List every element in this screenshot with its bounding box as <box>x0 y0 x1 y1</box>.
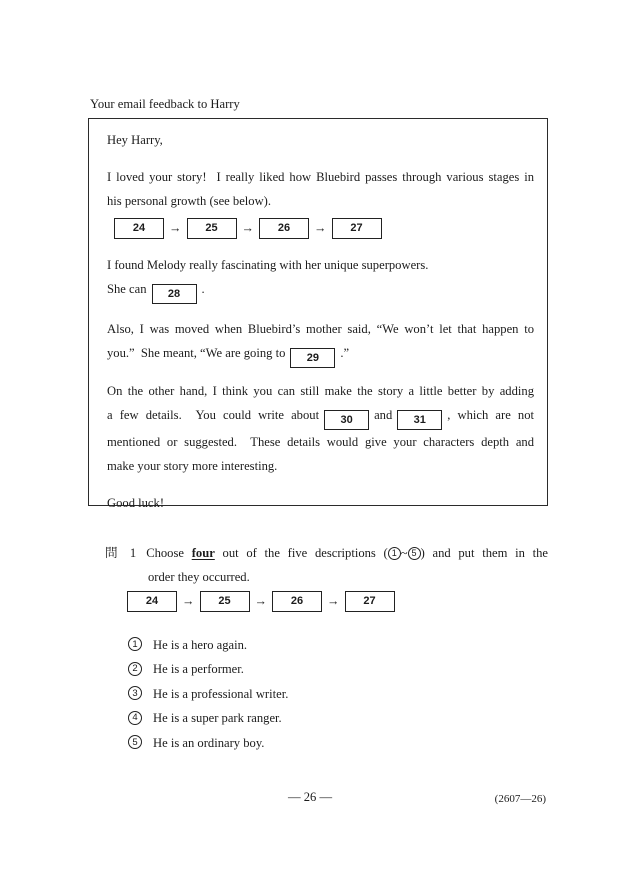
choice-text: He is a performer. <box>153 662 244 677</box>
choice-row-4 <box>128 707 548 732</box>
instruction-post: ) and put them in the <box>420 546 549 560</box>
instruction-tilde: ~ <box>400 546 408 560</box>
arrow-right-icon: → <box>327 593 340 608</box>
choice-text: He is a hero again. <box>153 637 248 652</box>
question-1-instruction-line2: order they occurred. <box>148 570 250 584</box>
arrow-right-icon: → <box>254 593 267 608</box>
page-title: Your email feedback to Harry <box>90 97 240 111</box>
arrow-right-icon: → <box>169 220 182 235</box>
email-paragraph4-line4: make your story more interesting. <box>107 459 278 473</box>
answer-box-28: 28 <box>152 284 197 304</box>
choice-row-1 <box>128 633 548 658</box>
question-1-label: 問 1 <box>105 546 137 560</box>
circled-number-1-icon: 1 <box>388 547 401 560</box>
email-paragraph2-line2 <box>107 277 534 304</box>
instruction-four-emphasis: four <box>191 546 215 560</box>
choice-list <box>128 633 548 756</box>
question-answer-sequence <box>127 589 548 613</box>
answer-box-26: 26 <box>259 218 309 239</box>
circled-number-5-icon: 5 <box>408 547 421 560</box>
arrow-right-icon: → <box>241 220 254 235</box>
answer-box-31: 31 <box>397 410 442 430</box>
text-after-blank-31: , which are not <box>447 408 534 422</box>
email-greeting: Hey Harry, <box>107 133 163 147</box>
answer-box-30: 30 <box>324 410 369 430</box>
document-code: (2607—26) <box>494 793 546 805</box>
answer-box-24: 24 <box>127 591 177 612</box>
instruction-pre: Choose <box>146 546 192 560</box>
choice-row-3 <box>128 682 548 707</box>
circled-number-1-icon: 1 <box>128 637 142 651</box>
text-before-blank-30: a few details. You could write about <box>107 408 320 422</box>
text-before-blank-29: you.” She meant, “We are going to <box>107 346 286 360</box>
answer-box-29: 29 <box>290 348 335 368</box>
circled-number-2-icon: 2 <box>128 662 142 676</box>
arrow-right-icon: → <box>314 220 327 235</box>
question-1-section <box>105 541 548 756</box>
email-paragraph1-line1: I loved your story! I really liked how Bluebird passes through various stages in <box>107 170 534 184</box>
choice-row-2 <box>128 658 548 683</box>
growth-stage-sequence <box>114 216 534 240</box>
choice-text: He is a super park ranger. <box>153 711 282 726</box>
text-after-blank-28: . <box>201 282 205 296</box>
answer-box-25: 25 <box>187 218 237 239</box>
instruction-mid: out of the five descriptions ( <box>214 546 388 560</box>
text-before-blank-28: She can <box>107 282 147 296</box>
email-paragraph4-line3: mentioned or suggested. These details would give your characters depth and <box>107 435 534 449</box>
answer-box-25: 25 <box>200 591 250 612</box>
email-paragraph4-line1: On the other hand, I think you can still make the story a little better by adding <box>107 384 534 398</box>
circled-number-5-icon: 5 <box>128 735 142 749</box>
arrow-right-icon: → <box>182 593 195 608</box>
answer-box-24: 24 <box>114 218 164 239</box>
text-between-blanks: and <box>374 408 393 422</box>
question-1-instruction-line1 <box>105 541 548 565</box>
email-paragraph3-line1: Also, I was moved when Bluebird’s mother said, “We won’t let that happen to <box>107 322 534 336</box>
circled-number-4-icon: 4 <box>128 711 142 725</box>
email-feedback-box <box>88 118 548 510</box>
email-paragraph1-line2: his personal growth (see below). <box>107 194 272 208</box>
email-paragraph3-line2 <box>107 341 534 368</box>
choice-text: He is a professional writer. <box>153 686 289 701</box>
answer-box-26: 26 <box>272 591 322 612</box>
answer-box-27: 27 <box>332 218 382 239</box>
email-paragraph2-line1: I found Melody really fascinating with her unique superpowers. <box>107 258 429 272</box>
email-closing: Good luck! <box>107 496 165 510</box>
text-after-blank-29: .” <box>340 346 350 360</box>
answer-box-27: 27 <box>345 591 395 612</box>
choice-text: He is an ordinary boy. <box>153 735 265 750</box>
circled-number-3-icon: 3 <box>128 686 142 700</box>
choice-row-5 <box>128 731 548 756</box>
page-number: — 26 — <box>287 790 333 804</box>
email-paragraph4-line2 <box>107 403 534 430</box>
